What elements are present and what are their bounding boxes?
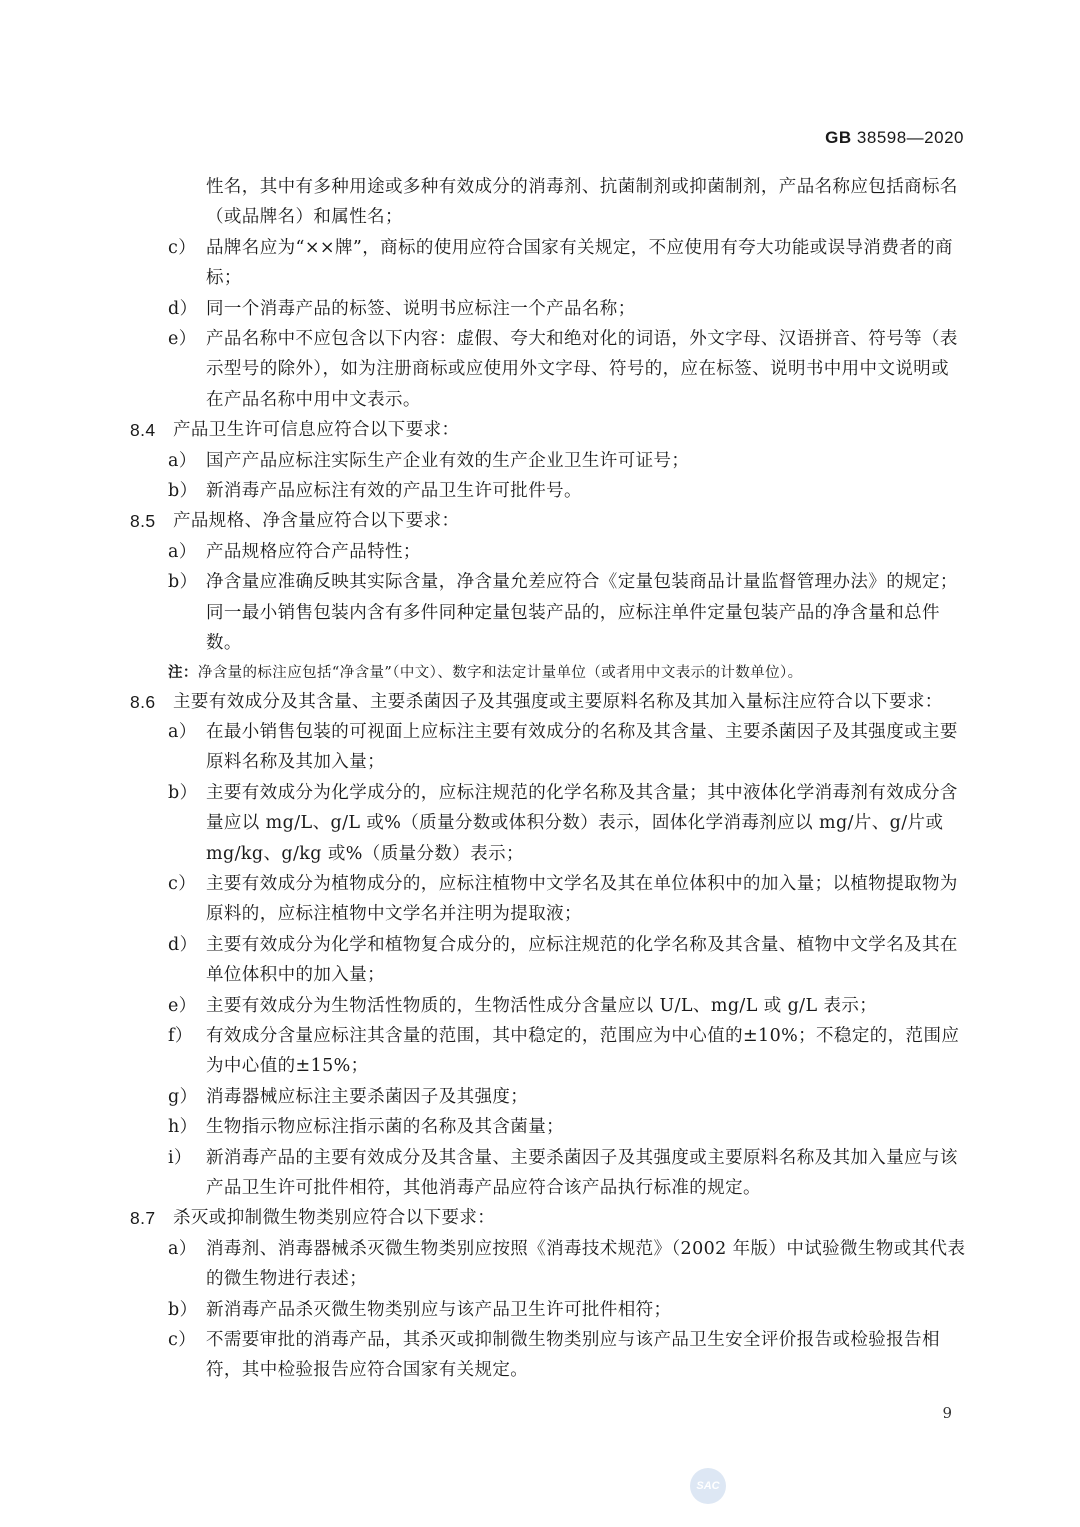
item-marker: c） [168, 873, 197, 894]
item-text: 在最小销售包装的可视面上应标注主要有效成分的名称及其含量、主要杀菌因子及其强度或主要原料名称及其加入量； [206, 721, 958, 773]
item-text: 同一个消毒产品的标签、说明书应标注一个产品名称； [206, 298, 636, 319]
item-marker: h） [168, 1117, 198, 1138]
item-marker: i） [168, 1147, 192, 1168]
list-item [130, 930, 966, 991]
list-item [130, 324, 966, 415]
item-text: 主要有效成分为化学成分的，应标注规范的化学名称及其含量；其中液体化学消毒剂有效成分含量应以 mg/L、g/L 或%（质量分数或体积分数）表示，固体化学消毒剂应以 mg/片、g/片或 mg/kg、g/kg 或%（质量分数）表示； [206, 782, 958, 864]
item-text: 产品名称中不应包含以下内容：虚假、夸大和绝对化的词语，外文字母、汉语拼音、符号等（表示型号的除外），如为注册商标或应使用外文字母、符号的，应在标签、说明书中用中文说明或在产品名称中用中文表示。 [206, 329, 958, 410]
note [130, 659, 966, 687]
item-text: 国产产品应标注实际生产企业有效的生产企业卫生许可证号； [206, 450, 690, 471]
item-text: 产品规格应符合产品特性； [206, 541, 421, 562]
clause-title: 主要有效成分及其含量、主要杀菌因子及其强度或主要原料名称及其加入量标注应符合以下要求： [173, 691, 943, 712]
page-number: 9 [942, 1404, 952, 1422]
standard-code: 38598—2020 [856, 128, 964, 147]
list-item [130, 1082, 966, 1112]
item-marker: d） [168, 298, 198, 319]
clause-heading [130, 506, 966, 536]
list-item [130, 294, 966, 324]
item-text: 新消毒产品的主要有效成分及其含量、主要杀菌因子及其强度或主要原料名称及其加入量应与该产品卫生许可批件相符，其他消毒产品应符合该产品执行标准的规定。 [206, 1147, 958, 1198]
list-item [130, 537, 966, 567]
clause-title: 产品规格、净含量应符合以下要求： [173, 511, 460, 532]
list-item [130, 1234, 966, 1295]
item-marker: b） [168, 782, 198, 803]
item-text: 生物指示物应标注指示菌的名称及其含菌量； [206, 1117, 564, 1138]
clause-number: 8.6 [130, 691, 156, 712]
list-item [130, 1021, 966, 1082]
item-marker: b） [168, 572, 198, 593]
item-marker: a） [168, 1238, 197, 1259]
item-marker: a） [168, 450, 197, 471]
item-text: 主要有效成分为植物成分的，应标注植物中文学名及其在单位体积中的加入量；以植物提取物为原料的，应标注植物中文学名并注明为提取液； [206, 873, 958, 925]
clause-number: 8.4 [130, 420, 156, 441]
item-marker: g） [168, 1086, 198, 1107]
list-item [130, 567, 966, 658]
item-marker: a） [168, 721, 197, 742]
clause-title: 产品卫生许可信息应符合以下要求： [173, 420, 460, 441]
item-marker: b） [168, 481, 198, 502]
item-marker: c） [168, 1330, 197, 1351]
list-item [130, 778, 966, 869]
item-text: 有效成分含量应标注其含量的范围，其中稳定的，范围应为中心值的±10%；不稳定的，范围应为中心值的±15%； [206, 1025, 960, 1077]
item-marker: c） [168, 237, 197, 258]
item-text: 新消毒产品杀灭微生物类别应与该产品卫生许可批件相符； [206, 1299, 672, 1320]
item-text: 主要有效成分为化学和植物复合成分的，应标注规范的化学名称及其含量、植物中文学名及其在单位体积中的加入量； [206, 934, 958, 986]
item-marker: e） [168, 329, 197, 350]
standard-prefix: GB [825, 128, 852, 147]
item-text: 主要有效成分为生物活性物质的，生物活性成分含量应以 U/L、mg/L 或 g/L 表示； [206, 995, 878, 1016]
clause-heading [130, 1203, 966, 1233]
list-item [130, 1143, 966, 1204]
clause-heading [130, 687, 966, 717]
item-text: 新消毒产品应标注有效的产品卫生许可批件号。 [206, 481, 582, 502]
item-marker: f） [168, 1025, 193, 1046]
list-item [130, 446, 966, 476]
document-body [130, 172, 966, 1386]
list-item [130, 991, 966, 1021]
continued-item-b: 性名，其中有多种用途或多种有效成分的消毒剂、抗菌制剂或抑菌制剂，产品名称应包括商标名（或品牌名）和属性名； [206, 177, 958, 228]
item-marker: d） [168, 934, 198, 955]
item-text: 品牌名应为“××牌”，商标的使用应符合国家有关规定，不应使用有夸大功能或误导消费者的商标； [206, 237, 953, 289]
list-item [130, 1112, 966, 1142]
list-item [130, 1295, 966, 1325]
item-marker: e） [168, 995, 197, 1016]
clause-number: 8.7 [130, 1208, 156, 1229]
item-text: 消毒剂、消毒器械杀灭微生物类别应按照《消毒技术规范》（2002 年版）中试验微生物或其代表的微生物进行表述； [206, 1238, 966, 1290]
item-text: 净含量应准确反映其实际含量，净含量允差应符合《定量包装商品计量监督管理办法》的规定；同一最小销售包装内含有多件同种定量包装产品的，应标注单件定量包装产品的净含量和总件数。 [206, 572, 958, 654]
note-text: 净含量的标注应包括“净含量”（中文）、数字和法定计量单位（或者用中文表示的计数单位）。 [197, 664, 803, 681]
note-label: 注： [168, 663, 198, 681]
standard-number [825, 128, 964, 148]
sac-watermark-logo [690, 1468, 726, 1504]
item-text: 不需要审批的消毒产品，其杀灭或抑制微生物类别应与该产品卫生安全评价报告或检验报告相符，其中检验报告应符合国家有关规定。 [206, 1330, 940, 1381]
item-text: 消毒器械应标注主要杀菌因子及其强度； [206, 1086, 529, 1107]
watermark-text: SAC [696, 1480, 720, 1492]
list-item [130, 233, 966, 294]
list-item [130, 717, 966, 778]
clause-heading [130, 415, 966, 445]
item-marker: a） [168, 541, 197, 562]
list-item [130, 1325, 966, 1386]
clause-title: 杀灭或抑制微生物类别应符合以下要求： [173, 1208, 496, 1229]
item-marker: b） [168, 1299, 198, 1320]
list-item [130, 476, 966, 506]
list-item [130, 869, 966, 930]
clause-number: 8.5 [130, 511, 156, 532]
